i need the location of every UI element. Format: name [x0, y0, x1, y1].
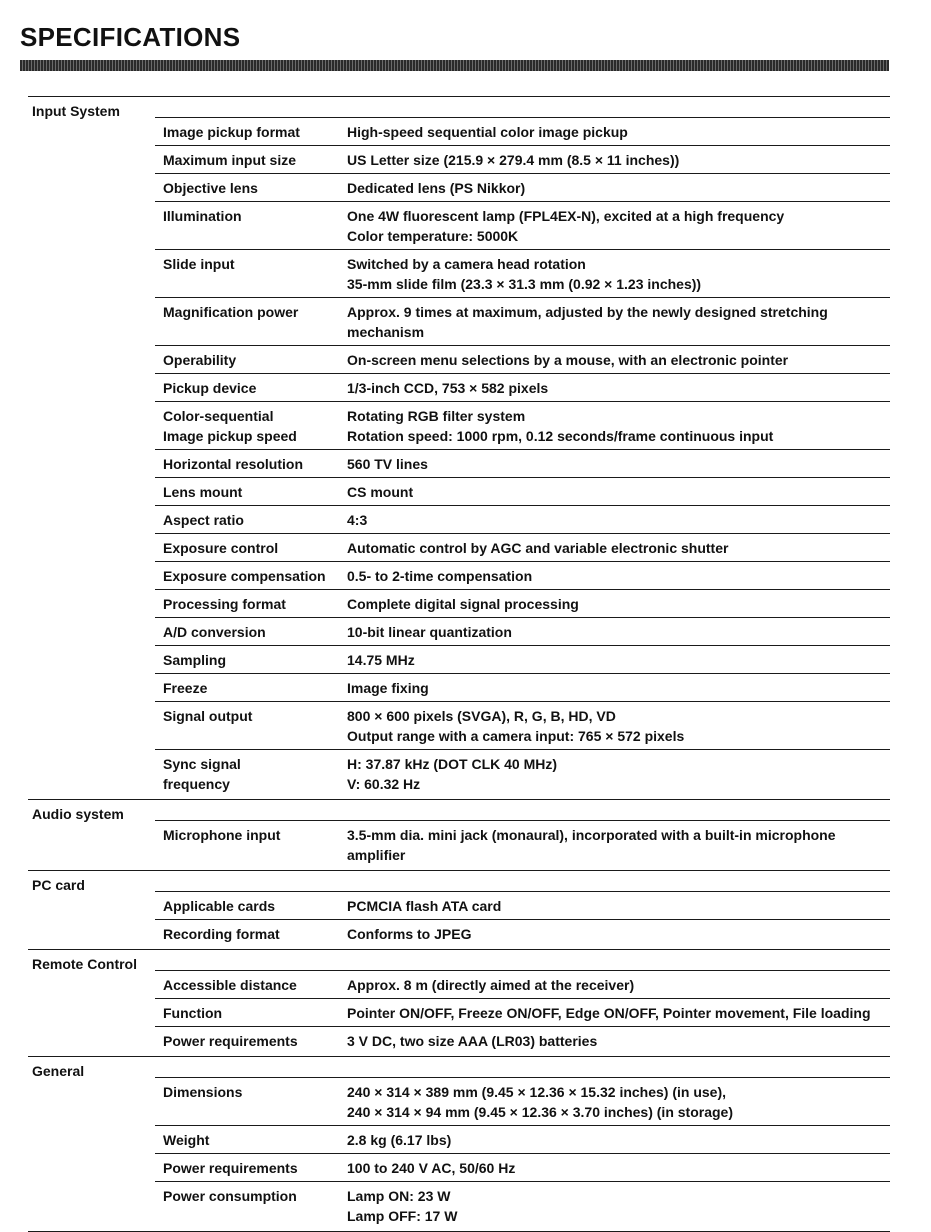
spec-label: Dimensions — [163, 1084, 243, 1100]
spec-label: Magnification power — [163, 304, 299, 320]
spec-row — [155, 1181, 890, 1229]
spec-value: 3 V DC, two size AAA (LR03) batteries — [347, 1033, 598, 1049]
spec-row — [155, 919, 890, 947]
spec-label: A/D conversion — [163, 624, 266, 640]
spec-row — [155, 589, 890, 617]
spec-value: CS mount — [347, 484, 414, 500]
spec-row — [155, 1153, 890, 1181]
spec-value: 10-bit linear quantization — [347, 624, 512, 640]
section-heading: Audio system — [32, 806, 124, 822]
spec-row — [155, 401, 890, 449]
spec-section — [28, 870, 890, 949]
spec-section — [28, 1056, 890, 1231]
spec-value: Switched by a camera head rotation 35-mm slide film (23.3 × 31.3 mm (0.92 × 1.23 inches)) — [347, 256, 702, 292]
spec-label: Power requirements — [163, 1160, 298, 1176]
spec-label: Color-sequential Image pickup speed — [163, 408, 297, 444]
spec-row — [155, 645, 890, 673]
spec-row — [155, 345, 890, 373]
spec-label: Horizontal resolution — [163, 456, 303, 472]
spec-row — [155, 673, 890, 701]
spec-label: Lens mount — [163, 484, 243, 500]
spec-label: Applicable cards — [163, 898, 276, 914]
spec-row — [155, 1125, 890, 1153]
section-heading: Input System — [32, 103, 120, 119]
spec-row — [155, 561, 890, 589]
spec-value: Pointer ON/OFF, Freeze ON/OFF, Edge ON/OFF, Pointer movement, File loading — [347, 1005, 871, 1021]
spec-value: PCMCIA flash ATA card — [347, 898, 502, 914]
section-rows — [155, 1057, 890, 1231]
title-underline-bar — [20, 60, 889, 71]
spec-value: Conforms to JPEG — [347, 926, 472, 942]
spec-value: Lamp ON: 23 W Lamp OFF: 17 W — [347, 1188, 458, 1224]
spec-row — [155, 970, 890, 998]
spec-label: Power consumption — [163, 1188, 297, 1204]
spec-row — [155, 173, 890, 201]
spec-value: One 4W fluorescent lamp (FPL4EX-N), excited at a high frequency Color temperature: 5000K — [347, 208, 785, 244]
spec-row — [155, 1077, 890, 1125]
spec-value: Complete digital signal processing — [347, 596, 579, 612]
spec-value: Rotating RGB filter system Rotation speed: 1000 rpm, 0.12 seconds/frame continuous input — [347, 408, 774, 444]
spec-value: 800 × 600 pixels (SVGA), R, G, B, HD, VD Output range with a camera input: 765 × 572 pixels — [347, 708, 685, 744]
spec-row — [155, 201, 890, 249]
spec-label: Slide input — [163, 256, 235, 272]
spec-label: Aspect ratio — [163, 512, 244, 528]
spec-value: 240 × 314 × 389 mm (9.45 × 12.36 × 15.32 inches) (in use), 240 × 314 × 94 mm (9.45 × 12.36 × 3.70 inches) (in storage) — [347, 1084, 733, 1120]
spec-label: Illumination — [163, 208, 242, 224]
spec-section — [28, 799, 890, 870]
spec-row — [155, 449, 890, 477]
spec-value: 560 TV lines — [347, 456, 428, 472]
spec-label: Microphone input — [163, 827, 281, 843]
spec-value: Automatic control by AGC and variable electronic shutter — [347, 540, 729, 556]
spec-label: Image pickup format — [163, 124, 300, 140]
spec-row — [155, 297, 890, 345]
spec-row — [155, 145, 890, 173]
spec-value: 1/3-inch CCD, 753 × 582 pixels — [347, 380, 549, 396]
spec-value: 2.8 kg (6.17 lbs) — [347, 1132, 452, 1148]
spec-label: Weight — [163, 1132, 210, 1148]
spec-section — [28, 949, 890, 1056]
spec-value: 0.5- to 2-time compensation — [347, 568, 533, 584]
spec-row — [155, 820, 890, 868]
spec-value: 4:3 — [347, 512, 368, 528]
section-rows — [155, 871, 890, 949]
spec-row — [155, 533, 890, 561]
section-heading: Remote Control — [32, 956, 137, 972]
spec-value: High-speed sequential color image pickup — [347, 124, 628, 140]
spec-row — [155, 891, 890, 919]
spec-value: On-screen menu selections by a mouse, with an electronic pointer — [347, 352, 789, 368]
spec-label: Sync signal frequency — [163, 756, 241, 792]
spec-value: H: 37.87 kHz (DOT CLK 40 MHz) V: 60.32 Hz — [347, 756, 558, 792]
spec-row — [155, 1026, 890, 1054]
spec-label: Recording format — [163, 926, 280, 942]
spec-label: Processing format — [163, 596, 286, 612]
spec-value: Approx. 8 m (directly aimed at the receiver) — [347, 977, 635, 993]
spec-value: Image fixing — [347, 680, 429, 696]
spec-row — [155, 477, 890, 505]
specifications-table — [28, 96, 890, 1232]
spec-value: Dedicated lens (PS Nikkor) — [347, 180, 526, 196]
spec-row — [155, 749, 890, 797]
spec-label: Exposure compensation — [163, 568, 326, 584]
section-heading: General — [32, 1063, 85, 1079]
spec-label: Freeze — [163, 680, 208, 696]
section-rows — [155, 950, 890, 1056]
section-heading: PC card — [32, 877, 85, 893]
spec-label: Operability — [163, 352, 237, 368]
spec-label: Objective lens — [163, 180, 258, 196]
spec-section — [28, 96, 890, 799]
spec-row — [155, 617, 890, 645]
spec-label: Function — [163, 1005, 223, 1021]
spec-label: Exposure control — [163, 540, 279, 556]
spec-label: Power requirements — [163, 1033, 298, 1049]
spec-value: 3.5-mm dia. mini jack (monaural), incorporated with a built-in microphone amplifier — [347, 827, 836, 863]
spec-value: 14.75 MHz — [347, 652, 415, 668]
section-rows — [155, 800, 890, 870]
spec-row — [155, 998, 890, 1026]
spec-label: Sampling — [163, 652, 227, 668]
spec-row — [155, 373, 890, 401]
spec-label: Accessible distance — [163, 977, 297, 993]
spec-label: Pickup device — [163, 380, 257, 396]
spec-row — [155, 249, 890, 297]
section-rows — [155, 97, 890, 799]
spec-label: Signal output — [163, 708, 253, 724]
spec-value: US Letter size (215.9 × 279.4 mm (8.5 × 11 inches)) — [347, 152, 680, 168]
spec-row — [155, 117, 890, 145]
spec-value: Approx. 9 times at maximum, adjusted by the newly designed stretching mechanism — [347, 304, 828, 340]
spec-value: 100 to 240 V AC, 50/60 Hz — [347, 1160, 516, 1176]
spec-row — [155, 701, 890, 749]
page-title: SPECIFICATIONS — [20, 22, 241, 52]
spec-label: Maximum input size — [163, 152, 297, 168]
spec-row — [155, 505, 890, 533]
